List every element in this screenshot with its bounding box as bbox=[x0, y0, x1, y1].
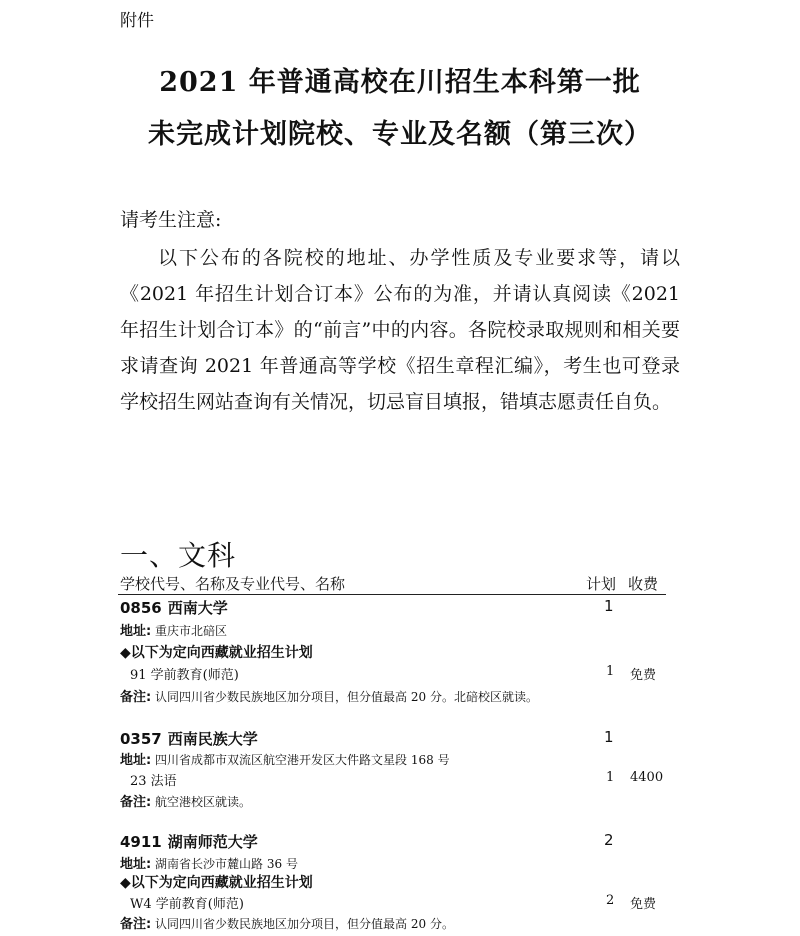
notice-heading: 请考生注意: bbox=[120, 209, 222, 231]
note-value: 认同四川省少数民族地区加分项目，但分值最高 20 分。 bbox=[155, 917, 454, 931]
school-code: 4911 bbox=[120, 833, 162, 851]
note-colon: : bbox=[146, 917, 152, 932]
school-note bbox=[120, 686, 538, 705]
major-name: 23 法语 bbox=[130, 774, 177, 789]
note-colon: : bbox=[146, 795, 152, 810]
major-fee: 4400 bbox=[630, 770, 664, 785]
note-label: 备注 bbox=[120, 795, 147, 810]
school-code: 0357 bbox=[120, 730, 162, 748]
major-fee: 免费 bbox=[630, 897, 657, 912]
major-plan-count: 1 bbox=[606, 664, 615, 679]
address-label: 地址 bbox=[120, 857, 147, 872]
school-name: 西南大学 bbox=[167, 599, 228, 617]
address-label: 地址 bbox=[120, 753, 147, 768]
major-name: W4 学前教育(师范) bbox=[130, 897, 244, 912]
address-value: 重庆市北碚区 bbox=[155, 624, 228, 638]
school-entry bbox=[120, 597, 228, 618]
address-colon: : bbox=[146, 624, 152, 639]
address-value: 湖南省长沙市麓山路 36 号 bbox=[155, 857, 298, 871]
address-value: 四川省成都市双流区航空港开发区大件路文星段 168 号 bbox=[155, 753, 450, 767]
school-note bbox=[120, 791, 251, 810]
table-header-plan: 计划 bbox=[586, 575, 617, 593]
school-entry bbox=[120, 728, 258, 749]
section-heading: 一、文科 bbox=[120, 539, 237, 572]
tibet-plan-label: ◆以下为定向西藏就业招生计划 bbox=[120, 645, 313, 661]
notice-paragraph: 以下公布的各院校的地址、办学性质及专业要求等，请以《2021 年招生计划合订本》公布的为准，并请认真阅读《2021 年招生计划合订本》的“前言”中的内容。各院校录取规则和相关要求请查询 2021 年普通高等学校《招生章程汇编》，考生也可登录学校招生网站查询有关情况，切忌盲目填报，错填志愿责任自负。 bbox=[120, 247, 680, 413]
major-plan-count: 2 bbox=[606, 893, 615, 908]
school-address bbox=[120, 620, 227, 639]
school-address bbox=[120, 749, 450, 768]
note-value: 航空港校区就读。 bbox=[155, 795, 252, 809]
page-title-line1: 2021 年普通高校在川招生本科第一批 bbox=[159, 67, 641, 98]
major-name: 91 学前教育(师范) bbox=[130, 668, 239, 683]
note-value: 认同四川省少数民族地区加分项目，但分值最高 20 分。北碚校区就读。 bbox=[155, 690, 538, 704]
table-header-fee: 收费 bbox=[628, 575, 659, 593]
tibet-plan-label: ◆以下为定向西藏就业招生计划 bbox=[120, 875, 313, 891]
school-plan-count: 1 bbox=[604, 728, 614, 746]
major-fee: 免费 bbox=[630, 668, 657, 683]
note-label: 备注 bbox=[120, 917, 147, 932]
note-label: 备注 bbox=[120, 690, 147, 705]
school-entry bbox=[120, 831, 258, 852]
note-colon: : bbox=[146, 690, 152, 705]
school-name: 西南民族大学 bbox=[167, 730, 258, 748]
table-header-name: 学校代号、名称及专业代号、名称 bbox=[120, 575, 346, 593]
major-plan-count: 1 bbox=[606, 770, 615, 785]
address-label: 地址 bbox=[120, 624, 147, 639]
school-address bbox=[120, 853, 298, 872]
address-colon: : bbox=[146, 857, 152, 872]
address-colon: : bbox=[146, 753, 152, 768]
attachment-label: 附件 bbox=[120, 11, 154, 31]
school-note bbox=[120, 913, 454, 932]
school-plan-count: 2 bbox=[604, 831, 614, 849]
school-name: 湖南师范大学 bbox=[167, 833, 258, 851]
school-plan-count: 1 bbox=[604, 597, 614, 615]
page-title-line2: 未完成计划院校、专业及名额（第三次） bbox=[148, 119, 652, 150]
school-code: 0856 bbox=[120, 599, 162, 617]
header-divider bbox=[118, 594, 666, 595]
